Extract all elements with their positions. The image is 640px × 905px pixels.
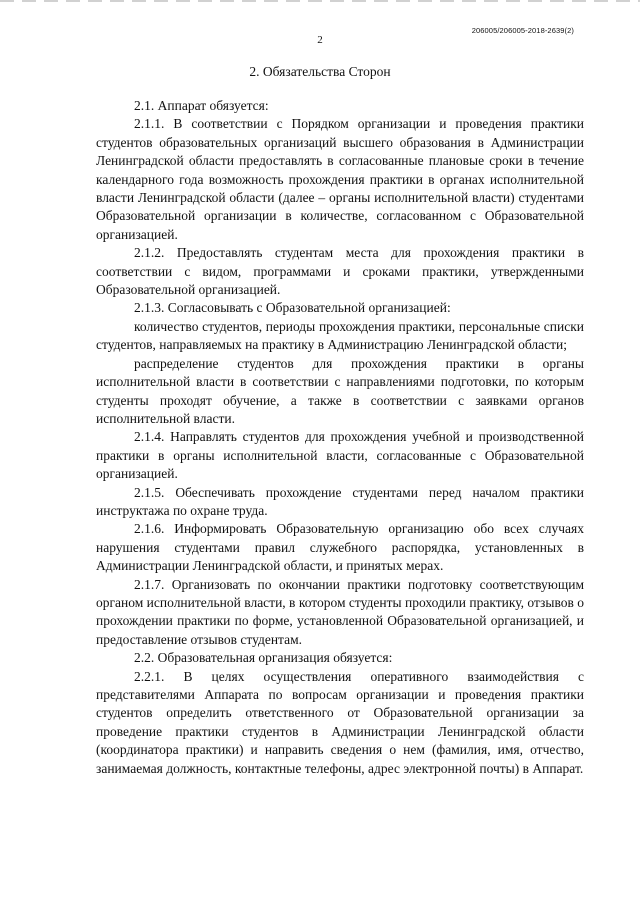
- section-title: 2. Обязательства Сторон: [249, 64, 391, 79]
- paragraph: 2.1.6. Информировать Образовательную организацию обо всех случаях нарушения студентами правил служебного распорядка, установленных в Администрации Ленинградской области, и принятых мерах.: [96, 521, 584, 574]
- document-id: 206005/206005-2018-2639(2): [471, 26, 574, 35]
- paragraph: 2.1.2. Предоставлять студентам места для прохождения практики в соответствии с видом, программами и сроками практики, утвержденными Образовательной организацией.: [96, 245, 584, 298]
- paragraph: 2.1.7. Организовать по окончании практики подготовку соответствующим органом исполнительной власти, в котором студенты проходили практику, отзывов о прохождении практики по форме, установленной Образовательной организацией, и предоставление отзывов студентам.: [96, 576, 584, 647]
- paragraph: распределение студентов для прохождения практики в органы исполнительной власти в соответствии с направлениями подготовки, по которым студенты проходят обучение, а также в соответствии с заявками органов исполнительной власти.: [96, 355, 584, 426]
- paragraph: 2.1.4. Направлять студентов для прохождения учебной и производственной практики в органы исполнительной власти, согласованные с Образовательной организацией.: [96, 429, 584, 482]
- paragraph: количество студентов, периоды прохождения практики, персональные списки студентов, направляемых на практику в Администрацию Ленинградской области;: [96, 318, 584, 353]
- page-number: 2: [317, 34, 323, 46]
- paragraph: 2.1.3. Согласовывать с Образовательной организацией:: [134, 300, 451, 316]
- paragraph: 2.1.5. Обеспечивать прохождение студентами перед началом практики инструктажа по охране труда.: [96, 484, 584, 518]
- paragraph: 2.2. Образовательная организация обязуется:: [134, 650, 393, 666]
- document-body: [96, 97, 584, 778]
- paragraph: 2.1.1. В соответствии с Порядком организации и проведения практики студентов образовательных организаций высшего образования в Администрации Ленинградской области предоставлять в согласованные плановые сроки в течение календарного года возможность прохождения практики в органах исполнительной власти Ленинградской области (далее – органы исполнительной власти) студентами Образовательной организации в количестве, согласованном с Образовательной организацией.: [96, 116, 584, 242]
- paragraph: 2.2.1. В целях осуществления оперативного взаимодействия с представителями Аппарата по вопросам организации и проведения практики студентов определить ответственного от Образовательной организации за проведение практики студентов в Администрации Ленинградской области (координатора практики) и направить сведения о нем (фамилия, имя, отчество, занимаемая должность, контактные телефоны, адрес электронной почты) в Аппарат.: [96, 668, 584, 776]
- paragraph: 2.1. Аппарат обязуется:: [134, 98, 269, 113]
- scan-top-edge: [0, 0, 640, 2]
